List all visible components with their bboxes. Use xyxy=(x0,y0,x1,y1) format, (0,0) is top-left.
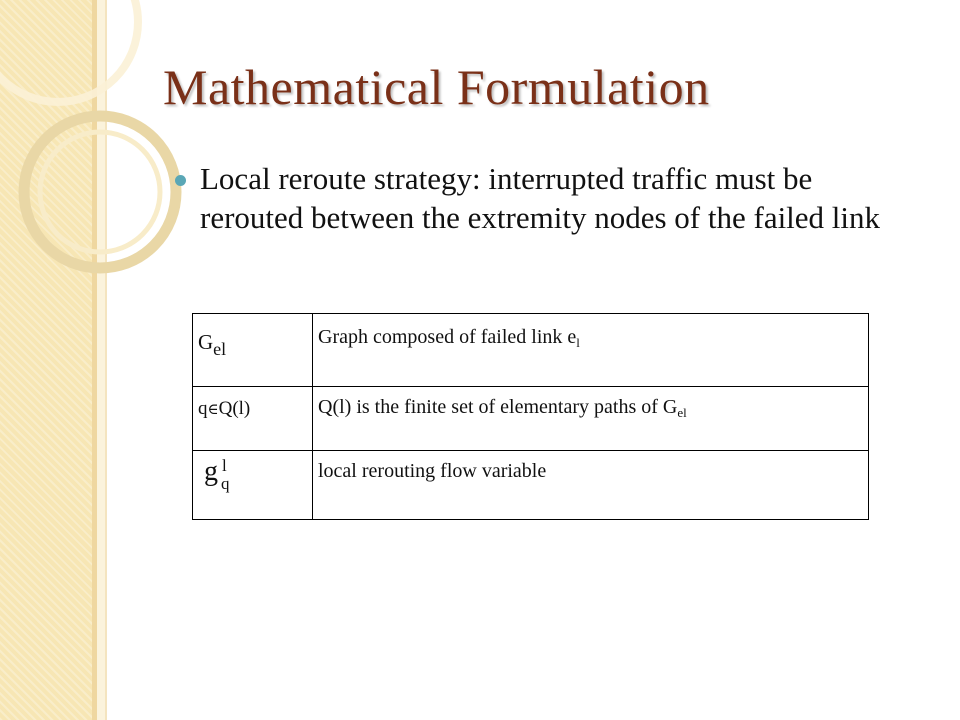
symbol-cell xyxy=(193,387,313,451)
description-cell xyxy=(313,451,869,520)
symbol-left: q xyxy=(198,398,208,419)
symbol-main: G xyxy=(198,330,214,354)
symbol-cell xyxy=(193,314,313,387)
table-row xyxy=(193,451,869,520)
symbol-scripts xyxy=(218,456,238,493)
description-text: Q(l) is the finite set of elementary paths of G xyxy=(318,396,678,418)
bullet-text: Local reroute strategy: interrupted traffic must be rerouted between the extremity nodes of the failed link xyxy=(200,161,881,235)
description-cell xyxy=(313,314,869,387)
description-subscript: el xyxy=(677,405,687,420)
table-row xyxy=(193,314,869,387)
symbol-subscript: el xyxy=(213,339,227,359)
decorative-ring-middle-inner xyxy=(40,132,160,252)
description-subscript: l xyxy=(576,335,580,350)
decorative-ring-middle-outer xyxy=(24,116,176,268)
slide-title: Mathematical Formulation xyxy=(163,59,710,115)
element-of-icon: ∈ xyxy=(207,402,219,418)
symbol-subscript: q xyxy=(221,474,230,493)
description-text: Graph composed of failed link e xyxy=(318,326,577,348)
description-text: local rerouting flow variable xyxy=(318,460,547,482)
symbol-right: Q(l) xyxy=(218,398,251,419)
definitions-table xyxy=(192,313,869,520)
decorative-ring-top xyxy=(0,0,138,102)
description-cell xyxy=(313,387,869,451)
symbol-superscript: l xyxy=(222,456,227,475)
symbol-main: g xyxy=(204,456,218,487)
table-row xyxy=(193,387,869,451)
symbol-cell xyxy=(193,451,313,520)
bullet-dot-icon xyxy=(175,175,186,186)
